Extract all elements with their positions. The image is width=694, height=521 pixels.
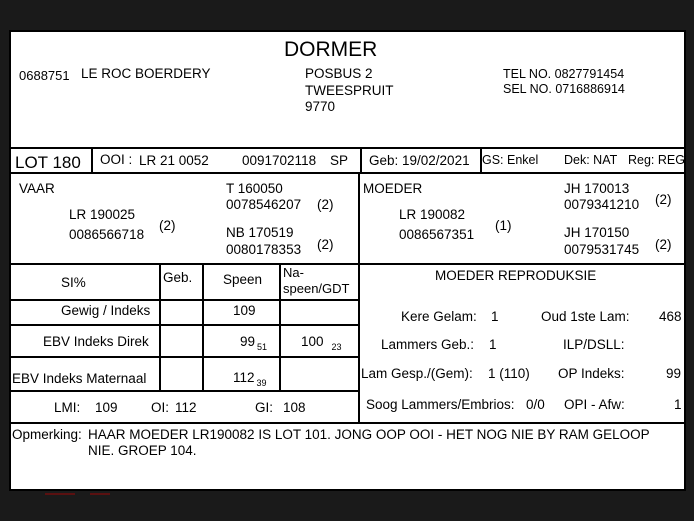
- seller-name: LE ROC BOERDERY: [81, 66, 211, 81]
- vaar-dam-id: NB 170519: [226, 225, 294, 240]
- naspeen-header-1: Na-: [283, 265, 304, 280]
- moeder-count: (1): [495, 218, 512, 233]
- remarks-line-2: NIE. GROEP 104.: [88, 443, 197, 458]
- soog-label: Soog Lammers/Embrios:: [366, 397, 515, 412]
- vaar-label: VAAR: [19, 181, 55, 196]
- vaar-count: (2): [159, 218, 176, 233]
- remarks-line-1: HAAR MOEDER LR190082 IS LOT 101. JONG OOP OOI - HET NOG NIE BY RAM GELOOP: [88, 427, 650, 442]
- gs-status: GS: Enkel: [482, 153, 539, 167]
- gi-value: 108: [283, 400, 306, 415]
- breed-title: DORMER: [284, 38, 378, 61]
- ooi-id: LR 21 0052: [139, 153, 209, 168]
- gesp-value: 1 (110): [488, 366, 530, 381]
- op-label: OP Indeks:: [558, 366, 625, 381]
- remarks-label: Opmerking:: [12, 427, 82, 442]
- moeder-id: LR 190082: [399, 207, 466, 222]
- divider-header: [11, 147, 684, 149]
- si-row-speen: 112 $_{39}$: [233, 370, 267, 388]
- lot-number: LOT 180: [15, 153, 81, 172]
- vaar-id: LR 190025: [69, 207, 136, 222]
- si-row-label: EBV Indeks Maternaal: [12, 371, 147, 386]
- vaar-dam-code: 0080178353: [226, 242, 302, 257]
- moeder-dam-id: JH 170150: [564, 225, 630, 240]
- ilp-label: ILP/DSLL:: [563, 337, 625, 352]
- si-row-label: Gewig / Indeks: [61, 303, 151, 318]
- seller-id: 0688751: [19, 68, 70, 83]
- birth-date: Geb: 19/02/2021: [369, 153, 470, 168]
- bottom-edge: [0, 493, 694, 521]
- lammers-label: Lammers Geb.:: [381, 337, 475, 352]
- op-value: 99: [666, 366, 682, 381]
- moeder-reproduksie-title: MOEDER REPRODUKSIE: [435, 268, 597, 283]
- divider-pedigree: [358, 172, 360, 422]
- moeder-sire-count: (2): [655, 192, 672, 207]
- lmi-value: 109: [95, 400, 118, 415]
- moeder-dam-count: (2): [655, 237, 672, 252]
- address-line-3: 9770: [305, 99, 336, 114]
- vaar-dam-count: (2): [317, 237, 334, 252]
- naspeen-header-2: speen/GDT: [283, 281, 350, 296]
- si-header: SI%: [61, 275, 86, 290]
- sel-number: SEL NO. 0716886914: [503, 82, 625, 96]
- si-row-speen: 99 $_{51}$: [240, 334, 268, 352]
- oud-value: 468: [659, 309, 682, 324]
- ooi-label: OOI :: [100, 152, 133, 167]
- soog-value: 0/0: [526, 397, 545, 412]
- tel-number: TEL NO. 0827791454: [503, 67, 625, 81]
- gi-label: GI:: [255, 400, 274, 415]
- oud-label: Oud 1ste Lam:: [541, 309, 630, 324]
- kere-value: 1: [491, 309, 499, 324]
- si-row-speen: 109: [233, 303, 256, 318]
- speen-header: Speen: [223, 272, 263, 287]
- reg-status: Reg: REG: [628, 153, 685, 167]
- vaar-sire-id: T 160050: [226, 181, 283, 196]
- moeder-dam-code: 0079531745: [564, 242, 640, 257]
- address-line-1: POSBUS 2: [305, 66, 373, 81]
- opi-label: OPI - Afw:: [564, 397, 625, 412]
- opi-value: 1: [674, 397, 682, 412]
- moeder-label: MOEDER: [363, 181, 423, 196]
- si-row-label: EBV Indeks Direk: [43, 334, 149, 349]
- moeder-sire-id: JH 170013: [564, 181, 630, 196]
- vaar-code: 0086566718: [69, 227, 145, 242]
- divider-remarks: [11, 422, 684, 424]
- vaar-sire-count: (2): [317, 197, 334, 212]
- dek-status: Dek: NAT: [564, 153, 618, 167]
- moeder-code: 0086567351: [399, 227, 475, 242]
- oi-value: 112: [175, 400, 197, 415]
- lmi-label: LMI:: [54, 400, 81, 415]
- gesp-label: Lam Gesp./(Gem):: [361, 366, 473, 381]
- kere-label: Kere Gelam:: [401, 309, 477, 324]
- si-row-naspeen: 100 $_{23}$: [301, 334, 342, 352]
- moeder-sire-code: 0079341210: [564, 197, 640, 212]
- geb-header: Geb.: [163, 270, 193, 285]
- ooi-code: 0091702118: [242, 153, 317, 168]
- vaar-sire-code: 0078546207: [226, 197, 302, 212]
- lammers-value: 1: [489, 337, 497, 352]
- oi-label: OI:: [151, 400, 170, 415]
- divider-lot: [11, 172, 684, 174]
- address-line-2: TWEESPRUIT: [305, 83, 394, 98]
- lot-card: [9, 30, 686, 491]
- ooi-sp: SP: [330, 153, 349, 168]
